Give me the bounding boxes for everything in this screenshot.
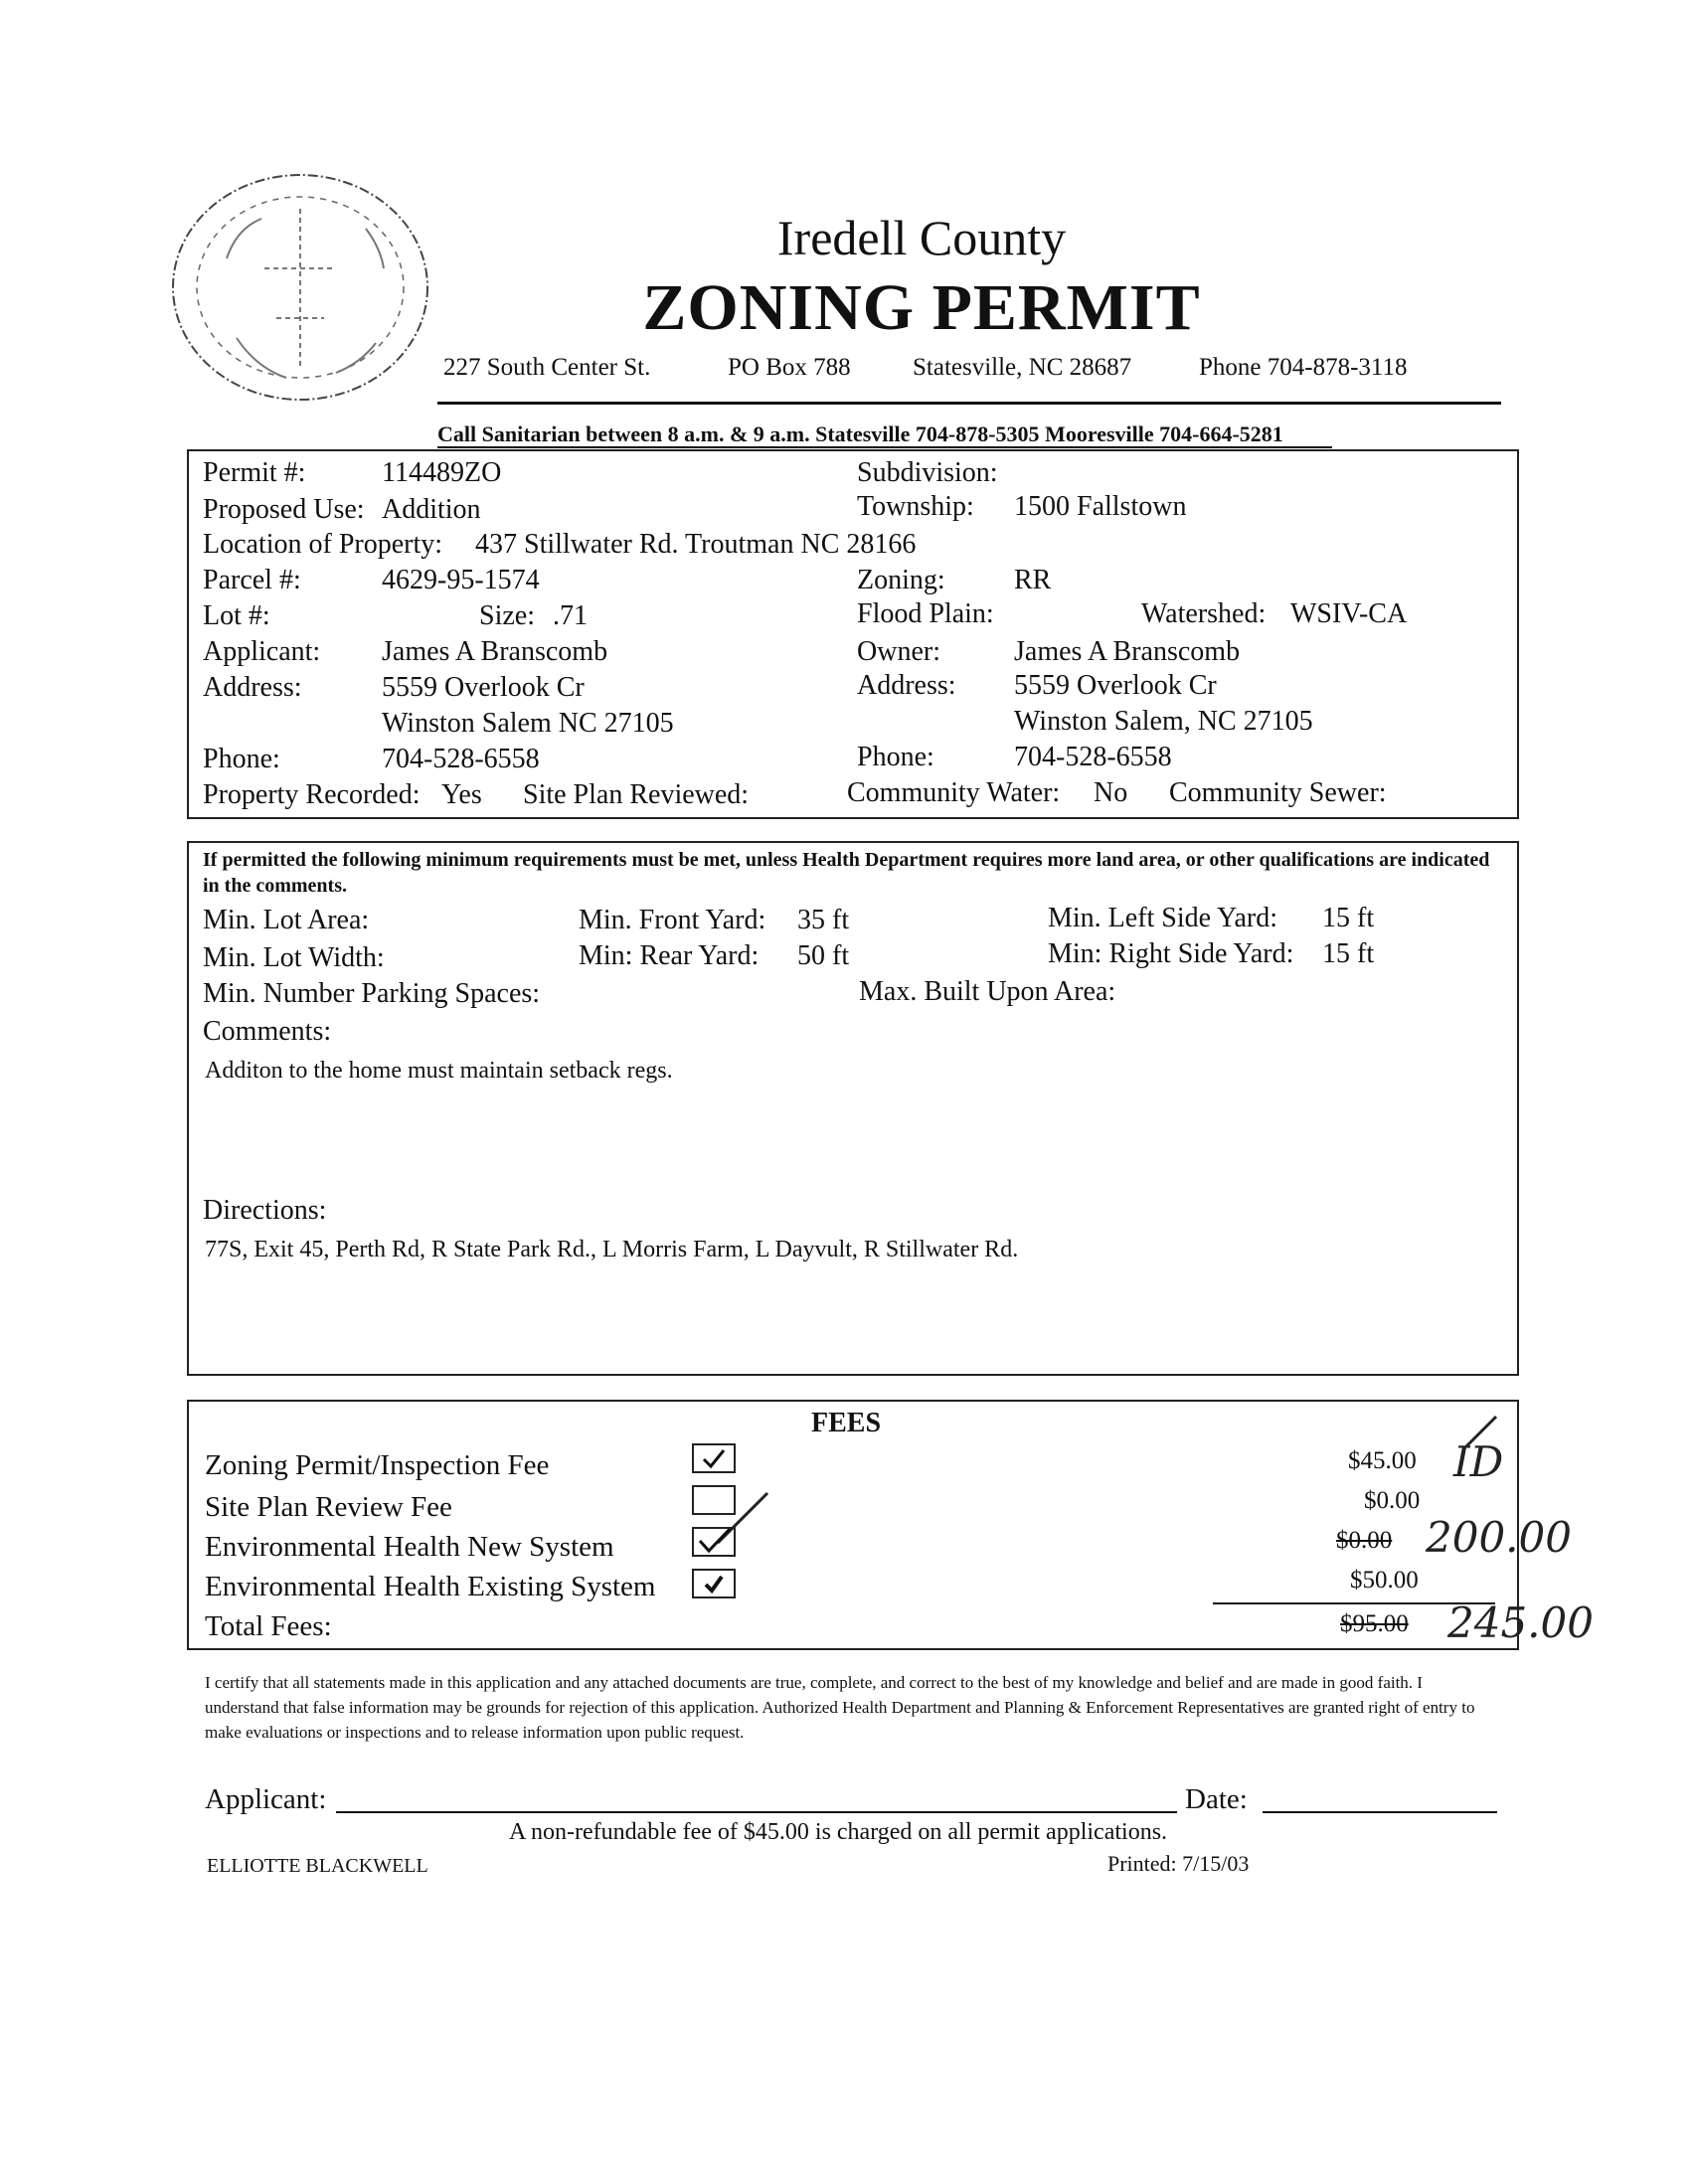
property-recorded-label: Property Recorded: (203, 779, 421, 810)
printed-date: Printed: 7/15/03 (1107, 1851, 1250, 1876)
min-left-side-yard: 15 ft (1322, 903, 1375, 933)
handwritten-total: 245.00 (1447, 1598, 1594, 1647)
requirements-intro: If permitted the following minimum requirements must be met, unless Health Department requires more land area, or other qualifications are indicated in the comments. (203, 849, 1490, 897)
community-water: No (1094, 777, 1128, 808)
owner-name: James A Branscomb (1014, 636, 1241, 667)
owner-address-line1: 5559 Overlook Cr (1014, 670, 1217, 701)
applicant-address-label: Address: (203, 672, 302, 703)
lot-label: Lot #: (203, 600, 270, 631)
applicant-phone-label: Phone: (203, 744, 280, 774)
proposed-use: Addition (382, 494, 481, 525)
date-label: Date: (1185, 1783, 1248, 1815)
new-system-fee-checkbox[interactable] (692, 1527, 736, 1557)
min-parking-label: Min. Number Parking Spaces: (203, 978, 541, 1009)
applicant-address-line2: Winston Salem NC 27105 (382, 708, 674, 739)
fee-label-site-plan: Site Plan Review Fee (205, 1491, 452, 1523)
sanitarian-call-line: Call Sanitarian between 8 a.m. & 9 a.m. Statesville 704-878-5305 Mooresville 704-664-5281 (437, 421, 1283, 446)
fee-label-zoning: Zoning Permit/Inspection Fee (205, 1449, 550, 1481)
fee-amount-new-system: $0.00 (1336, 1527, 1393, 1554)
city-address: Statesville, NC 28687 (913, 354, 1132, 381)
header-divider (437, 402, 1501, 405)
comments-text: Additon to the home must maintain setback regs. (205, 1058, 673, 1084)
fees-heading: FEES (811, 1408, 882, 1438)
min-rear-yard: 50 ft (797, 940, 850, 971)
subdivision-label: Subdivision: (857, 457, 998, 488)
size-label: Size: (479, 600, 535, 631)
applicant-signature-line[interactable] (336, 1811, 1177, 1813)
certification-text: I certify that all statements made in this application and any attached documents are true, complete, and correct to the best of my knowledge and belief and are made in good faith. I understand that false information may be grounds for rejection of this application. Authorized Health Department and Planning & Enforcement Representatives are granted right of entry to make evaluations or inspections and to release information upon public request. (205, 1673, 1475, 1742)
location-label: Location of Property: (203, 529, 443, 560)
location: 437 Stillwater Rd. Troutman NC 28166 (475, 529, 917, 560)
existing-system-fee-checkbox[interactable] (692, 1569, 736, 1598)
owner-phone-label: Phone: (857, 742, 934, 772)
min-lot-width-label: Min. Lot Width: (203, 942, 385, 973)
parcel-number: 4629-95-1574 (382, 565, 540, 595)
page-title: ZONING PERMIT (642, 271, 1201, 344)
size: .71 (553, 600, 588, 631)
watershed: WSIV-CA (1290, 598, 1408, 629)
min-front-yard: 35 ft (797, 905, 850, 935)
date-line[interactable] (1263, 1811, 1497, 1813)
street-address: 227 South Center St. (443, 354, 651, 381)
county-name: Iredell County (776, 210, 1067, 265)
handwritten-initials: ID (1453, 1437, 1504, 1486)
property-recorded: Yes (441, 779, 482, 810)
permit-number-label: Permit #: (203, 457, 306, 488)
applicant-signature-label: Applicant: (205, 1783, 327, 1815)
applicant-name: James A Branscomb (382, 636, 608, 667)
comments-label: Comments: (203, 1016, 332, 1047)
min-lot-area-label: Min. Lot Area: (203, 905, 370, 935)
office-phone: Phone 704-878-3118 (1199, 354, 1408, 381)
applicant-address-line1: 5559 Overlook Cr (382, 672, 585, 703)
handwritten-slash-mark (1461, 1412, 1501, 1451)
community-sewer-label: Community Sewer: (1169, 777, 1387, 808)
owner-address-line2: Winston Salem, NC 27105 (1014, 706, 1313, 737)
min-left-side-yard-label: Min. Left Side Yard: (1048, 903, 1277, 933)
watershed-label: Watershed: (1141, 598, 1267, 629)
fee-label-existing-system: Environmental Health Existing System (205, 1571, 656, 1602)
fee-label-new-system: Environmental Health New System (205, 1531, 614, 1563)
call-underline (437, 446, 1332, 448)
owner-label: Owner: (857, 636, 940, 667)
requirements-box (187, 841, 1519, 1376)
handwritten-new-system-fee: 200.00 (1426, 1513, 1572, 1562)
fee-note: A non-refundable fee of $45.00 is charged on all permit applications. (509, 1819, 1168, 1845)
township-label: Township: (857, 491, 974, 522)
min-rear-yard-label: Min: Rear Yard: (579, 940, 760, 971)
directions-label: Directions: (203, 1195, 327, 1226)
directions-text: 77S, Exit 45, Perth Rd, R State Park Rd., L Morris Farm, L Dayvult, R Stillwater Rd. (205, 1237, 1019, 1262)
max-built-area-label: Max. Built Upon Area: (859, 976, 1116, 1007)
fee-amount-zoning: $45.00 (1348, 1447, 1417, 1474)
community-water-label: Community Water: (847, 777, 1061, 808)
parcel-label: Parcel #: (203, 565, 301, 595)
zoning-label: Zoning: (857, 565, 945, 595)
permit-number: 114489ZO (382, 457, 502, 488)
min-right-side-yard-label: Min: Right Side Yard: (1048, 938, 1294, 969)
site-plan-reviewed-label: Site Plan Reviewed: (523, 779, 750, 810)
applicant-label: Applicant: (203, 636, 321, 667)
zoning-fee-checkbox[interactable] (692, 1443, 736, 1473)
officer-name: ELLIOTTE BLACKWELL (207, 1855, 428, 1877)
township: 1500 Fallstown (1014, 491, 1187, 522)
owner-address-label: Address: (857, 670, 956, 701)
flood-plain-label: Flood Plain: (857, 598, 994, 629)
total-fees-amount: $95.00 (1340, 1610, 1409, 1637)
min-right-side-yard: 15 ft (1322, 938, 1375, 969)
proposed-use-label: Proposed Use: (203, 494, 365, 525)
owner-phone: 704-528-6558 (1014, 742, 1172, 772)
zoning: RR (1014, 565, 1052, 595)
applicant-phone: 704-528-6558 (382, 744, 540, 774)
po-box: PO Box 788 (728, 354, 851, 381)
fee-amount-existing-system: $50.00 (1350, 1567, 1419, 1594)
fee-amount-site-plan: $0.00 (1364, 1487, 1421, 1514)
total-fees-label: Total Fees: (205, 1610, 332, 1642)
min-front-yard-label: Min. Front Yard: (579, 905, 766, 935)
